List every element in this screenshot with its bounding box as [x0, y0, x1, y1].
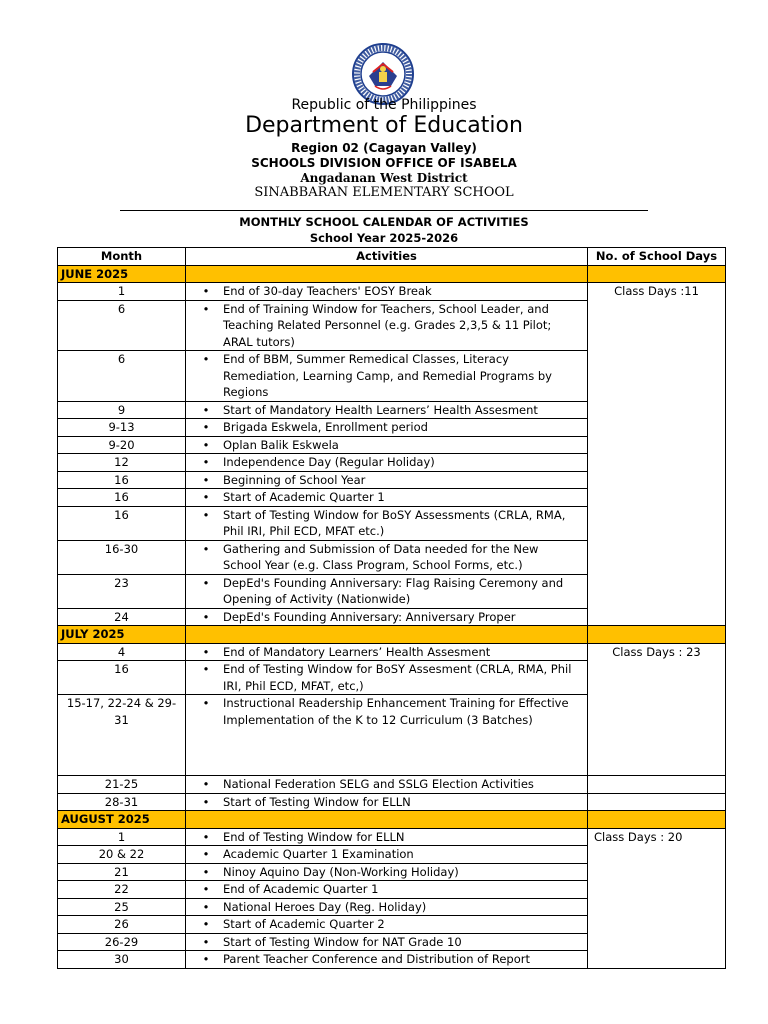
month-activities-empty — [186, 811, 588, 829]
bullet-icon: • — [202, 301, 210, 316]
activity-date: 6 — [58, 300, 186, 351]
month-days-empty — [588, 626, 726, 644]
activity-date: 21-25 — [58, 776, 186, 794]
header-district: Angadanan West District — [300, 171, 468, 185]
bullet-icon: • — [202, 575, 210, 590]
col-activities-header: Activities — [186, 248, 588, 266]
activity-cell — [186, 300, 588, 351]
activity-date: 22 — [58, 881, 186, 899]
activity-date: 25 — [58, 898, 186, 916]
activity-text: Gathering and Submission of Data needed for the New School Year (e.g. Class Program, School Forms, etc.) — [223, 541, 539, 572]
activity-cell — [186, 776, 588, 794]
bullet-icon: • — [202, 794, 210, 809]
activity-text: Oplan Balik Eskwela — [223, 437, 339, 452]
month-label: AUGUST 2025 — [58, 811, 186, 829]
col-days-header: No. of School Days — [588, 248, 726, 266]
activity-date: 12 — [58, 454, 186, 472]
class-days-empty — [588, 776, 726, 794]
activity-date: 16 — [58, 506, 186, 540]
activity-cell — [186, 828, 588, 846]
activity-cell — [186, 933, 588, 951]
bullet-icon: • — [202, 696, 210, 710]
bullet-icon: • — [202, 284, 210, 298]
activity-cell — [186, 506, 588, 540]
activity-date: 16-30 — [58, 540, 186, 574]
activity-cell — [186, 436, 588, 454]
bullet-icon: • — [202, 882, 210, 896]
header-republic: Republic of the Philippines — [291, 97, 477, 113]
bullet-icon: • — [202, 847, 210, 861]
activity-text: Instructional Readership Enhancement Training for Effective Implementation of the K to 12 Curriculum (3 Batches) — [223, 696, 569, 727]
month-label: JUNE 2025 — [58, 265, 186, 283]
activity-date: 26-29 — [58, 933, 186, 951]
activity-cell — [186, 608, 588, 626]
activity-text: Parent Teacher Conference and Distribution of Report — [223, 952, 531, 966]
month-row-june — [58, 265, 726, 283]
calendar-table — [57, 247, 726, 969]
class-days: Class Days : 20 — [588, 828, 726, 968]
bullet-icon: • — [202, 420, 210, 434]
activity-cell — [186, 283, 588, 301]
activity-cell — [186, 471, 588, 489]
bullet-icon: • — [202, 829, 210, 844]
month-days-empty — [588, 265, 726, 283]
activity-cell — [186, 419, 588, 437]
activity-cell — [186, 401, 588, 419]
activity-cell — [186, 846, 588, 864]
activity-text: End of Mandatory Learners’ Health Assesment — [223, 644, 491, 659]
activity-cell — [186, 540, 588, 574]
activity-date: 16 — [58, 661, 186, 695]
class-days: Class Days :11 — [588, 283, 726, 626]
bullet-icon: • — [202, 507, 210, 522]
activity-text: DepEd's Founding Anniversary: Flag Raising Ceremony and Opening of Activity (Nationwide) — [223, 575, 564, 606]
bullet-icon: • — [202, 437, 210, 452]
activity-date: 9-20 — [58, 436, 186, 454]
activity-text: Start of Academic Quarter 2 — [223, 917, 385, 931]
activity-date: 6 — [58, 351, 186, 402]
month-activities-empty — [186, 626, 588, 644]
bullet-icon: • — [202, 917, 210, 931]
header-department: Department of Education — [245, 113, 523, 138]
month-row-august — [58, 811, 726, 829]
activity-cell — [186, 643, 588, 661]
month-label: JULY 2025 — [58, 626, 186, 644]
activity-text: Start of Testing Window for ELLN — [223, 794, 411, 809]
activity-cell — [186, 454, 588, 472]
month-days-empty — [588, 811, 726, 829]
activity-text: End of Testing Window for ELLN — [223, 829, 405, 844]
activity-cell — [186, 916, 588, 934]
header-region: Region 02 (Cagayan Valley) — [291, 141, 477, 155]
activity-date: 26 — [58, 916, 186, 934]
activity-text: Brigada Eskwela, Enrollment period — [223, 420, 428, 434]
activity-text: Start of Academic Quarter 1 — [223, 490, 385, 504]
activity-date: 16 — [58, 471, 186, 489]
header-divider — [120, 210, 648, 211]
activity-text: Academic Quarter 1 Examination — [223, 847, 414, 861]
header-school: SINABBARAN ELEMENTARY SCHOOL — [254, 185, 514, 200]
table-row — [58, 283, 726, 301]
activity-date: 4 — [58, 643, 186, 661]
activity-text: End of BBM, Summer Remedical Classes, Literacy Remediation, Learning Camp, and Remedial Programs by Regions — [223, 352, 552, 399]
bullet-icon: • — [202, 352, 210, 366]
activity-text: Start of Testing Window for NAT Grade 10 — [223, 934, 462, 949]
bullet-icon: • — [202, 777, 210, 791]
activity-cell — [186, 695, 588, 776]
activity-date: 16 — [58, 489, 186, 507]
bullet-icon: • — [202, 490, 210, 504]
activity-date: 1 — [58, 828, 186, 846]
bullet-icon: • — [202, 934, 210, 949]
table-row — [58, 793, 726, 811]
activity-text: Ninoy Aquino Day (Non-Working Holiday) — [223, 864, 459, 879]
bullet-icon: • — [202, 952, 210, 966]
activity-text: Start of Testing Window for BoSY Assessments (CRLA, RMA, Phil IRI, Phil ECD, MFAT etc.) — [223, 507, 566, 538]
activity-text: End of Testing Window for BoSY Assesment (CRLA, RMA, Phil IRI, Phil ECD, MFAT, etc,) — [223, 662, 572, 693]
activity-date: 28-31 — [58, 793, 186, 811]
activity-cell — [186, 574, 588, 608]
table-header-row — [58, 248, 726, 266]
table-row — [58, 828, 726, 846]
activity-date: 21 — [58, 863, 186, 881]
activity-cell — [186, 863, 588, 881]
activity-date: 30 — [58, 951, 186, 969]
bullet-icon: • — [202, 864, 210, 879]
activity-text: End of 30-day Teachers' EOSY Break — [223, 284, 432, 298]
school-year: School Year 2025-2026 — [309, 231, 459, 245]
class-days: Class Days : 23 — [588, 643, 726, 776]
activity-cell — [186, 351, 588, 402]
activity-date: 9-13 — [58, 419, 186, 437]
activity-text: National Federation SELG and SSLG Election Activities — [223, 777, 534, 791]
activity-date: 20 & 22 — [58, 846, 186, 864]
activity-cell — [186, 661, 588, 695]
header-division: SCHOOLS DIVISION OFFICE OF ISABELA — [251, 156, 517, 170]
activity-date: 1 — [58, 283, 186, 301]
activity-cell — [186, 898, 588, 916]
activity-cell — [186, 489, 588, 507]
activity-cell — [186, 951, 588, 969]
month-row-july — [58, 626, 726, 644]
activity-cell — [186, 881, 588, 899]
activity-date: 24 — [58, 608, 186, 626]
activity-text: End of Academic Quarter 1 — [223, 882, 379, 896]
table-row — [58, 643, 726, 661]
activity-text: DepEd's Founding Anniversary: Anniversary Proper — [223, 609, 516, 624]
activity-text: End of Training Window for Teachers, School Leader, and Teaching Related Personnel (e.g. Grades 2,3,5 & 11 Pilot; ARAL tutors) — [223, 301, 552, 349]
activity-text: National Heroes Day (Reg. Holiday) — [223, 899, 427, 914]
activity-cell — [186, 793, 588, 811]
bullet-icon: • — [202, 541, 210, 556]
table-row — [58, 776, 726, 794]
bullet-icon: • — [202, 899, 210, 914]
bullet-icon: • — [202, 402, 210, 417]
bullet-icon: • — [202, 644, 210, 659]
bullet-icon: • — [202, 472, 210, 487]
bullet-icon: • — [202, 662, 210, 676]
month-activities-empty — [186, 265, 588, 283]
bullet-icon: • — [202, 455, 210, 469]
activity-text: Independence Day (Regular Holiday) — [223, 455, 435, 469]
activity-text: Start of Mandatory Health Learners’ Health Assesment — [223, 402, 538, 417]
calendar-title: MONTHLY SCHOOL CALENDAR OF ACTIVITIES — [239, 215, 529, 229]
class-days-empty — [588, 793, 726, 811]
activity-text: Beginning of School Year — [223, 472, 366, 487]
activity-date: 15-17, 22-24 & 29-31 — [58, 695, 186, 776]
col-month-header: Month — [58, 248, 186, 266]
activity-date: 23 — [58, 574, 186, 608]
bullet-icon: • — [202, 609, 210, 624]
activity-date: 9 — [58, 401, 186, 419]
